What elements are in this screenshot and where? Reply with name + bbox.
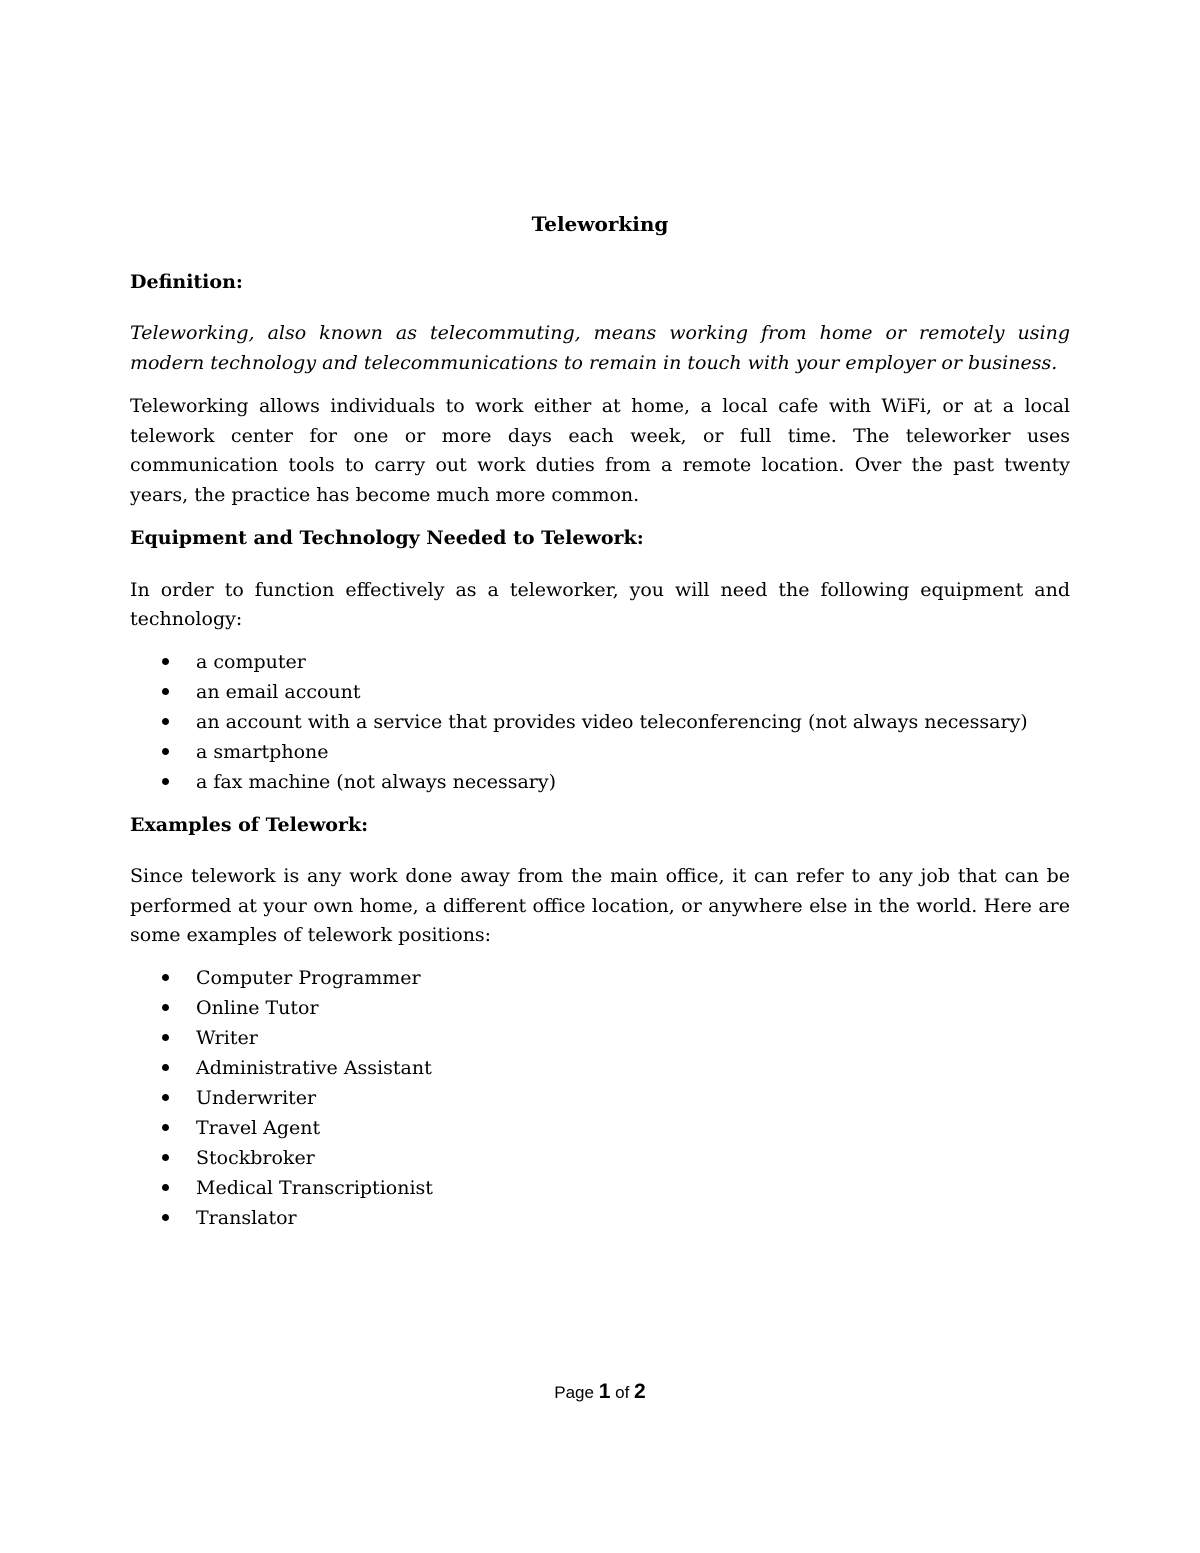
examples-heading: Examples of Telework: [130, 813, 369, 836]
list-item [130, 1053, 1070, 1083]
example-item-text: Online Tutor [196, 996, 319, 1019]
bullet-icon [162, 658, 169, 665]
example-item-text: Writer [196, 1026, 258, 1049]
definition-paragraph: Teleworking allows individuals to work either at home, a local cafe with WiFi, or at a local telework center for one or more days each week, or full time. The teleworker uses communication tools to carry out work duties from a remote location. Over the past twenty years, the practice has become much more common. [130, 395, 1070, 506]
example-item-text: Travel Agent [196, 1116, 321, 1139]
definition-italic-paragraph: Teleworking, also known as telecommuting, means working from home or remotely using modern technology and telecommunications to remain in touch with your employer or business. [130, 322, 1070, 374]
list-item [130, 677, 1070, 707]
equipment-list [130, 647, 1070, 797]
page-footer [0, 1380, 1200, 1404]
footer-page-word: Page [554, 1383, 594, 1402]
bullet-icon [162, 1094, 169, 1101]
list-item [130, 737, 1070, 767]
bullet-icon [162, 1064, 169, 1071]
example-item-text: Computer Programmer [196, 966, 421, 989]
bullet-icon [162, 1184, 169, 1191]
example-item-text: Administrative Assistant [196, 1056, 432, 1079]
definition-heading: Definition: [130, 270, 243, 293]
equipment-item-text: a computer [196, 650, 306, 673]
bullet-icon [162, 1004, 169, 1011]
bullet-icon [162, 748, 169, 755]
list-item [130, 1203, 1070, 1233]
example-item-text: Underwriter [196, 1086, 317, 1109]
bullet-icon [162, 974, 169, 981]
equipment-intro: In order to function effectively as a teleworker, you will need the following equipment and technology: [130, 578, 1070, 630]
bullet-icon [162, 688, 169, 695]
document-title: Teleworking [531, 212, 669, 236]
list-item [130, 707, 1070, 737]
list-item [130, 1113, 1070, 1143]
list-item [130, 993, 1070, 1023]
example-item-text: Medical Transcriptionist [196, 1176, 433, 1199]
example-item-text: Stockbroker [196, 1146, 315, 1169]
bullet-icon [162, 718, 169, 725]
equipment-item-text: a fax machine (not always necessary) [196, 770, 557, 793]
list-item [130, 1143, 1070, 1173]
list-item [130, 1023, 1070, 1053]
list-item [130, 1173, 1070, 1203]
bullet-icon [162, 1154, 169, 1161]
bullet-icon [162, 1124, 169, 1131]
examples-list [130, 963, 1070, 1233]
equipment-heading: Equipment and Technology Needed to Telework: [130, 527, 644, 549]
example-item-text: Translator [196, 1206, 297, 1229]
bullet-icon [162, 1034, 169, 1041]
list-item [130, 767, 1070, 797]
document-body [130, 210, 1070, 1247]
list-item [130, 963, 1070, 993]
bullet-icon [162, 778, 169, 785]
list-item [130, 1083, 1070, 1113]
footer-total-pages: 2 [634, 1380, 646, 1403]
footer-current-page: 1 [598, 1380, 611, 1403]
equipment-item-text: a smartphone [196, 740, 329, 763]
examples-intro: Since telework is any work done away from the main office, it can refer to any job that can be performed at your own home, a different office location, or anywhere else in the world. Here are some examples of telework positions: [130, 865, 1070, 946]
list-item [130, 647, 1070, 677]
footer-of-word: of [615, 1383, 630, 1402]
bullet-icon [162, 1214, 169, 1221]
equipment-item-text: an account with a service that provides video teleconferencing (not always necessary) [196, 710, 1028, 733]
equipment-item-text: an email account [196, 680, 361, 703]
